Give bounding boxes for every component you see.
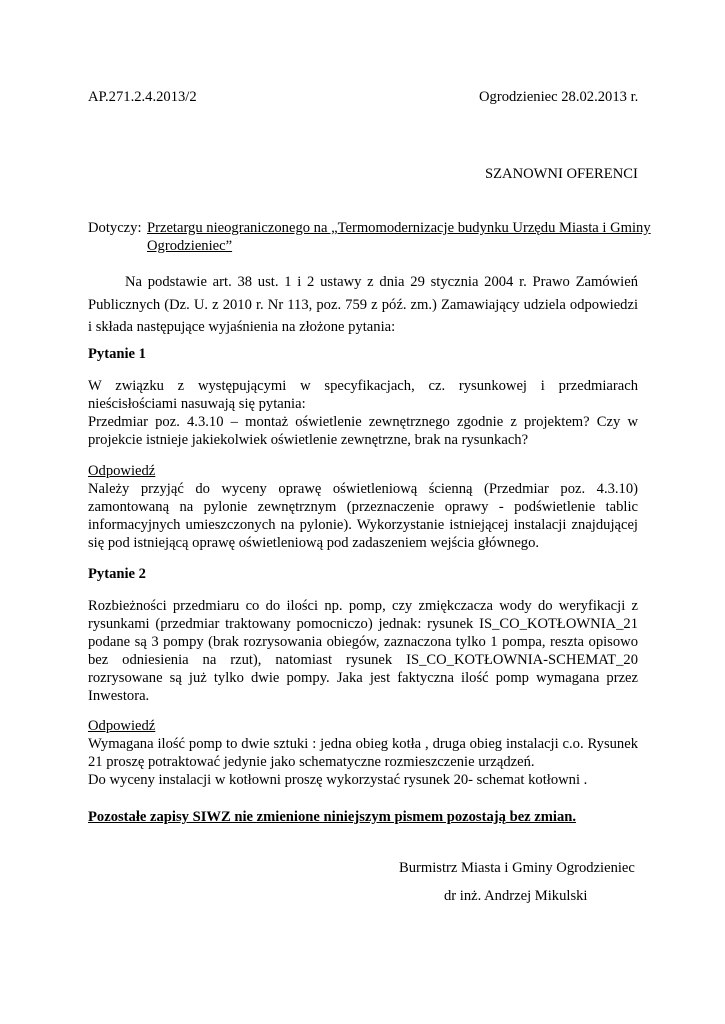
question-1-heading: Pytanie 1 [88,346,146,362]
intro-line-1: Na podstawie art. 38 ust. 1 i 2 ustawy z dnia 29 stycznia 2004 r. Prawo Zamówień [125,274,638,290]
intro-line-2: Publicznych (Dz. U. z 2010 r. Nr 113, poz. 759 z póź. zm.) Zamawiający udziela odpowiedzi [88,297,638,313]
question-2-line: Inwestora. [88,688,150,704]
subject-line-2: Ogrodzieniec” [147,238,233,254]
salutation: SZANOWNI OFERENCI [485,166,638,182]
reference-number: AP.271.2.4.2013/2 [88,89,197,105]
question-2-line: rozrysowane są już tylko dwie pompy. Jaka jest faktyczna ilość pomp wymagana przez [88,670,638,686]
answer-2-line: 21 proszę potraktować jedynie jako schematyczne rozmieszczenie urządzeń. [88,754,535,770]
answer-2-label: Odpowiedź [88,718,156,734]
question-2-line: Rozbieżności przedmiaru co do ilości np. pomp, czy zmiękczacza wody do weryfikacji z [88,598,638,614]
subject-line-1: Przetargu nieograniczonego na „Termomodernizacje budynku Urzędu Miasta i Gminy [147,220,651,236]
answer-1-label: Odpowiedź [88,463,156,479]
question-1-line: W związku z występującymi w specyfikacjach, cz. rysunkowej i przedmiarach [88,378,638,394]
intro-line-3: i składa następujące wyjaśnienia na złożone pytania: [88,319,396,335]
subject-label: Dotyczy: [88,220,142,236]
question-2-heading: Pytanie 2 [88,566,146,582]
question-1-line: projekcie istnieje jakiekolwiek oświetlenie zewnętrzne, brak na rysunkach? [88,432,529,448]
place-date: Ogrodzieniec 28.02.2013 r. [479,89,639,105]
question-2-line: podane są 3 pompy (brak rozrysowania obiegów, zaznaczona tylko 1 pompa, reszta opisowo [88,634,638,650]
answer-1-line: informacyjnych umieszczonych na pylonie). Wykorzystanie istniejącej instalacji znajdującej [88,517,638,533]
answer-2-line: Wymagana ilość pomp to dwie sztuki : jedna obieg kotła , druga obieg instalacji c.o. Rysunek [88,736,638,752]
question-1-line: Przedmiar poz. 4.3.10 – montaż oświetlenie zewnętrznego zgodnie z projektem? Czy w [88,414,638,430]
question-2-line: bez odniesienia na rzut), natomiast rysunek IS_CO_KOTŁOWNIA-SCHEMAT_20 [88,652,638,668]
signature-name: dr inż. Andrzej Mikulski [444,888,588,904]
answer-2-line: Do wyceny instalacji w kotłowni proszę wykorzystać rysunek 20- schemat kotłowni . [88,772,588,788]
closing-note: Pozostałe zapisy SIWZ nie zmienione niniejszym pismem pozostają bez zmian. [88,809,577,825]
signature-title: Burmistrz Miasta i Gminy Ogrodzieniec [399,860,635,876]
question-1-line: nieścisłościami nasuwają się pytania: [88,396,306,412]
answer-1-line: się pod istniejącą oprawę oświetleniową pod zadaszeniem wejścia głównego. [88,535,540,551]
question-2-line: rysunkami (przedmiar traktowany pomocniczo) jednak: rysunek IS_CO_KOTŁOWNIA_21 [88,616,638,632]
answer-1-line: zamontowaną na pylonie zewnętrznym (przeznaczenie oprawy - podświetlenie tablic [88,499,638,515]
answer-1-line: Należy przyjąć do wyceny oprawę oświetleniową ścienną (Przedmiar poz. 4.3.10) [88,481,638,497]
